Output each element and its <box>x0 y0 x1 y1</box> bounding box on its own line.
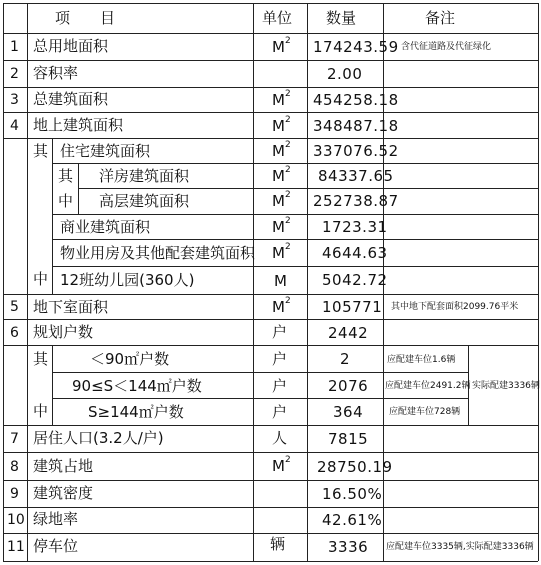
header-unit: 单位 <box>262 9 293 27</box>
row-quantity: 5042.72 <box>322 271 388 289</box>
row-quantity: 1723.31 <box>322 218 388 236</box>
row-index: 3 <box>10 92 19 108</box>
unit-sqm: $M^2$ <box>272 36 291 56</box>
row-label: 停车位 <box>33 537 79 555</box>
row-label: 住宅建筑面积 <box>60 142 151 160</box>
grid-line <box>3 112 538 113</box>
unit-sqm: $M^2$ <box>272 455 291 475</box>
grid-line <box>3 3 538 4</box>
row-index: 4 <box>10 118 19 134</box>
grid-line <box>52 138 53 294</box>
row-note: 应配建车位728辆 <box>389 407 461 417</box>
row-label: 居住人口(3.2人/户) <box>33 429 164 447</box>
row-label: 容积率 <box>33 64 79 82</box>
row-label: 总建筑面积 <box>33 90 109 108</box>
unit-sqm: $M^2$ <box>272 216 291 236</box>
row-quantity: 28750.19 <box>317 458 393 476</box>
grid-line <box>52 163 538 164</box>
header-item: 项 目 <box>55 9 116 27</box>
row-note: 应配建车位2491.2辆 <box>385 381 471 391</box>
grid-line <box>78 163 79 214</box>
row-index: 1 <box>10 39 19 55</box>
grid-line <box>3 345 538 346</box>
row-quantity: 7815 <box>328 430 369 448</box>
unit-sqm: $M^2$ <box>272 140 291 160</box>
unit-liang: 辆 <box>270 535 286 553</box>
grid-line <box>52 372 468 373</box>
row-label: 物业用房及其他配套建筑面积 <box>60 244 256 262</box>
row-label: 建筑占地 <box>33 457 94 475</box>
unit-hu: 户 <box>272 377 288 395</box>
row-note: 其中地下配套面积2099.76平米 <box>391 302 519 312</box>
row-label: 地上建筑面积 <box>33 116 124 134</box>
row-note: 应配建车位1.6辆 <box>387 355 456 365</box>
row-index: 5 <box>10 299 19 315</box>
subgroup-label-qi: 其 <box>58 167 74 185</box>
row-label: 地下室面积 <box>33 298 109 316</box>
grid-line <box>253 3 254 561</box>
row-quantity: 3336 <box>328 538 369 556</box>
unit-sqm: $M^2$ <box>272 89 291 109</box>
row-label: S≥144㎡户数 <box>88 403 184 421</box>
row-note: 应配建车位3335辆,实际配建3336辆 <box>386 542 534 552</box>
row-label: 总用地面积 <box>33 37 109 55</box>
subgroup-label-zhong: 中 <box>58 192 74 210</box>
row-quantity: 364 <box>333 403 364 421</box>
grid-line <box>3 507 538 508</box>
row-label: 建筑密度 <box>33 484 94 502</box>
grid-line <box>27 3 28 561</box>
grid-line <box>3 533 538 534</box>
row-quantity: 348487.18 <box>313 117 399 135</box>
grid-line <box>307 3 308 561</box>
row-quantity: 252738.87 <box>313 192 399 210</box>
row-label: 12班幼儿园(360人) <box>60 271 195 289</box>
row-quantity: 454258.18 <box>313 91 399 109</box>
unit-hu: 户 <box>272 350 288 368</box>
unit-ren: 人 <box>272 429 288 447</box>
grid-line <box>3 294 538 295</box>
unit-hu: 户 <box>272 403 288 421</box>
row-quantity: 2076 <box>328 377 369 395</box>
grid-line <box>52 345 53 425</box>
grid-line <box>52 398 468 399</box>
grid-line <box>3 33 538 34</box>
grid-line <box>538 3 539 561</box>
row-label: 高层建筑面积 <box>99 192 190 210</box>
row-index: 2 <box>10 66 19 82</box>
grid-line <box>3 561 538 562</box>
row-label: 绿地率 <box>33 510 79 528</box>
row-quantity: 42.61% <box>322 511 383 529</box>
row-quantity: 174243.59 <box>313 38 399 56</box>
row-index: 8 <box>10 459 19 475</box>
row-quantity: 2 <box>340 350 351 368</box>
row-note-merged: 实际配建3336辆 <box>472 381 540 391</box>
group-label-zhong: 中 <box>33 402 49 420</box>
unit-sqm: $M^2$ <box>272 115 291 135</box>
grid-line <box>3 87 538 88</box>
header-quantity: 数量 <box>326 9 357 27</box>
row-label: 规划户数 <box>33 323 94 341</box>
row-index: 6 <box>10 325 19 341</box>
group-label-qi: 其 <box>33 350 49 368</box>
row-note: 含代征道路及代征绿化 <box>401 42 492 52</box>
unit-sqm: $M^2$ <box>272 190 291 210</box>
row-label: 商业建筑面积 <box>60 218 151 236</box>
unit-sqm: $M^2$ <box>272 242 291 262</box>
row-quantity: 4644.63 <box>322 244 388 262</box>
row-quantity: 105771 <box>322 298 383 316</box>
header-note: 备注 <box>425 9 456 27</box>
row-index: 7 <box>10 431 19 447</box>
row-quantity: 2442 <box>328 324 369 342</box>
row-quantity: 16.50% <box>322 485 383 503</box>
grid-line <box>52 266 538 267</box>
unit-hu: 户 <box>272 323 288 341</box>
unit-sqm: $M^2$ <box>272 165 291 185</box>
grid-line <box>3 138 538 139</box>
row-quantity: 84337.65 <box>318 167 394 185</box>
group-label-qi: 其 <box>33 142 49 160</box>
grid-line <box>3 319 538 320</box>
row-label: 90≤S＜144㎡户数 <box>72 377 202 395</box>
row-label: ＜90㎡户数 <box>90 350 170 368</box>
grid-line <box>52 214 538 215</box>
grid-line <box>78 188 538 189</box>
row-label: 洋房建筑面积 <box>99 167 190 185</box>
unit-m: M <box>274 272 287 290</box>
unit-sqm: $M^2$ <box>272 296 291 316</box>
row-index: 11 <box>7 539 25 555</box>
row-index: 9 <box>10 486 19 502</box>
row-quantity: 2.00 <box>327 65 363 83</box>
grid-line <box>3 3 4 561</box>
row-index: 10 <box>7 512 25 528</box>
row-quantity: 337076.52 <box>313 142 399 160</box>
grid-line <box>3 60 538 61</box>
grid-line <box>3 452 538 453</box>
group-label-zhong: 中 <box>33 270 49 288</box>
grid-line <box>3 425 538 426</box>
grid-line <box>3 480 538 481</box>
grid-line <box>52 239 538 240</box>
